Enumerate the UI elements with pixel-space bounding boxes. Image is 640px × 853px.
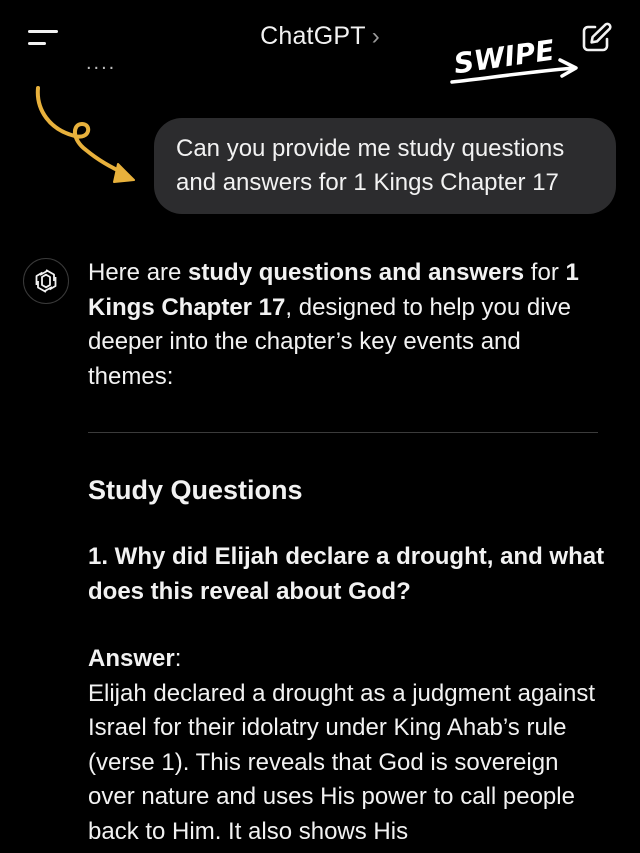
assistant-intro: Here are study questions and answers for 1 Kings Chapter 17, designed to help you dive deeper into the chapter’s key events and themes: xyxy=(88,259,579,390)
edit-icon[interactable] xyxy=(578,20,614,56)
bold-phrase: study questions and answers xyxy=(188,259,525,286)
answer-heading: Answer: xyxy=(88,645,182,672)
swipe-text: SWIPE xyxy=(451,33,557,81)
user-message-line: Can you provide me study questions xyxy=(176,135,565,162)
previous-message-fragment: .... xyxy=(86,52,117,74)
user-message-bubble xyxy=(154,118,616,214)
question-1: 1. Why did Elijah declare a drought, and what does this reveal about God? xyxy=(88,543,605,605)
assistant-message xyxy=(88,256,608,849)
answer-label: Answer xyxy=(88,645,175,672)
app-title: ChatGPT xyxy=(260,22,366,50)
divider xyxy=(88,432,598,433)
chevron-right-icon: › xyxy=(371,23,380,50)
top-bar xyxy=(0,0,640,100)
chatgpt-logo-icon xyxy=(23,258,69,304)
bold-phrase: 1 Kings Chapter 17 xyxy=(88,259,579,321)
answer-1: Elijah declared a drought as a judgment against Israel for their idolatry under King Ahab’s rule (verse 1). This reveals that God is sovereign over nature and uses His power to call people back to Him. It also shows His xyxy=(88,679,595,845)
section-heading: Study Questions xyxy=(88,475,303,505)
model-selector[interactable] xyxy=(0,22,640,51)
user-message-line: and answers for 1 Kings Chapter 17 xyxy=(176,169,559,196)
